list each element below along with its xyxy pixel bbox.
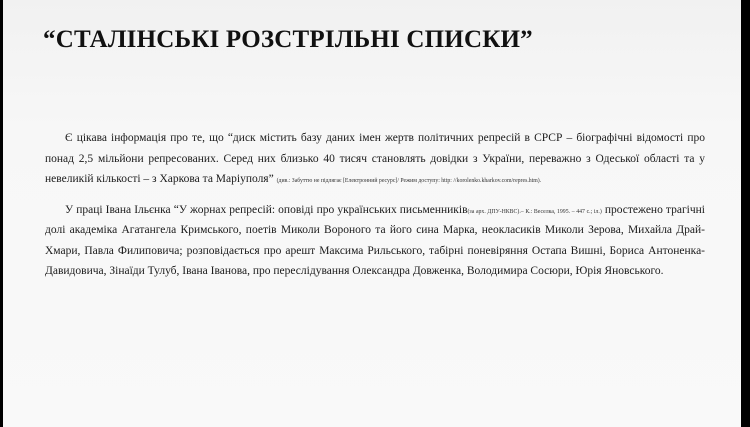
paragraph-text-end: простежено трагічні долі академіка Агатангела Кримського, поетів Миколи Вороного та його сина Марка, неокласиків Миколи Зерова, Михайла Драй-Хмари, Павла Филиповича; розповідається про арешт Максима Рильського, табірні поневіряння Остапа Вишні, Бориса Антоненка-Давидовича, Зінаїди Тулуб, Івана Іванова, про переслідування Олександра Довженка, Володимира Сосюри, Юрія Яновського. (45, 203, 705, 277)
presentation-slide (3, 0, 741, 427)
slide-body (45, 128, 705, 292)
paragraph-text: Є цікава інформація про те, що “диск містить базу даних імен жертв політичних репресій в СРСР – біографічні відомості про понад 2,5 мільйони репресованих. Серед них близько 40 тисяч становлять довідки з України, переважно з Одеської області та у невеликій кількості – з Харкова та Маріуполя” (45, 132, 705, 185)
paragraph-disk-database (45, 128, 705, 190)
paragraph-ilyenko-book (45, 200, 705, 282)
source-reference: (за арх. ДПУ-НКВС).– К.: Веселка, 1995. – 447 с.; іл.) (467, 208, 602, 215)
slide-title: “СТАЛІНСЬКІ РОЗСТРІЛЬНІ СПИСКИ” (43, 26, 533, 53)
paragraph-text-start: У праці Івана Ільєнка “У жорнах репресій: оповіді про українських письменників (65, 203, 468, 216)
source-reference: (див.: Забуттю не підлягає [Електронний ресурс]/ Режим доступу: http: //korolenko.kharkov.com/repres.htm). (276, 178, 542, 184)
